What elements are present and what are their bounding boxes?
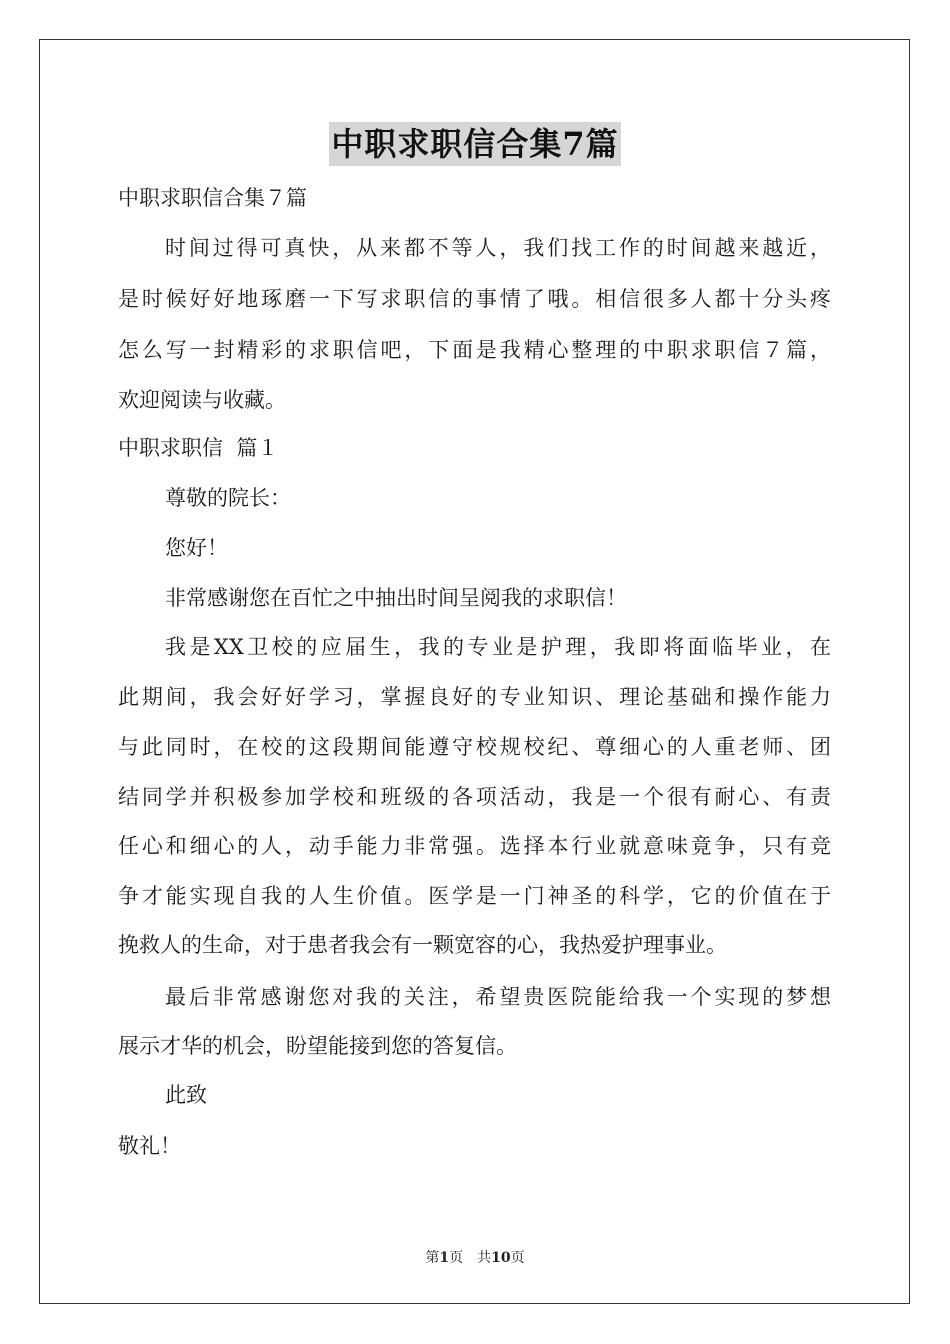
closing-line-1: 最后非常感谢您对我的关注，希望贵医院能给我一个实现的梦想 [165,985,831,1009]
sign-off-1: 此致 [165,1083,207,1107]
body-line-6: 争才能实现自我的人生价值。医学是一门神圣的科学，它的价值在于 [118,884,831,908]
document-title: 中职求职信合集7篇 [329,122,620,166]
closing-line-2: 展示才华的机会，盼望能接到您的答复信。 [118,1034,517,1058]
footer-prefix: 第 [425,1250,440,1266]
footer-suffix: 页 [510,1250,525,1266]
title-container [0,122,950,166]
footer-page-number: 1 [439,1250,450,1266]
body-line-3: 与此同时，在校的这段期间能遵守校规校纪、尊细心的人重老师、团 [118,735,831,759]
body-line-1: 我是XX卫校的应届生，我的专业是护理，我即将面临毕业，在 [165,635,831,659]
intro-line-2: 是时候好好地琢磨一下写求职信的事情了哦。相信很多人都十分头疼 [118,287,831,311]
greeting: 您好！ [165,536,228,560]
body-line-4: 结同学并积极参加学校和班级的各项活动，我是一个很有耐心、有责 [118,785,831,809]
intro-line-1: 时间过得可真快，从来都不等人，我们找工作的时间越来越近， [165,236,831,260]
footer-page-total: 10 [491,1250,511,1266]
intro-line-3: 怎么写一封精彩的求职信吧，下面是我精心整理的中职求职信７篇， [118,338,831,362]
body-line-7: 挽救人的生命，对于患者我会有一颗宽容的心，我热爱护理事业。 [118,933,727,957]
intro-line-4: 欢迎阅读与收藏。 [118,388,286,412]
sign-off-2: 敬礼！ [118,1134,181,1158]
page-footer [0,1247,950,1267]
subtitle: 中职求职信合集７篇 [118,186,307,210]
body-line-5: 任心和细心的人，动手能力非常强。选择本行业就意味竟争，只有竞 [118,834,831,858]
thanks-line: 非常感谢您在百忙之中抽出时间呈阅我的求职信！ [165,586,627,610]
page-border [39,39,910,1304]
section-heading: 中职求职信 篇１ [118,436,279,460]
footer-mid: 页 共 [449,1250,492,1266]
body-line-2: 此期间，我会好好学习，掌握良好的专业知识、理论基础和操作能力 [118,685,831,709]
salutation: 尊敬的院长： [165,486,291,510]
